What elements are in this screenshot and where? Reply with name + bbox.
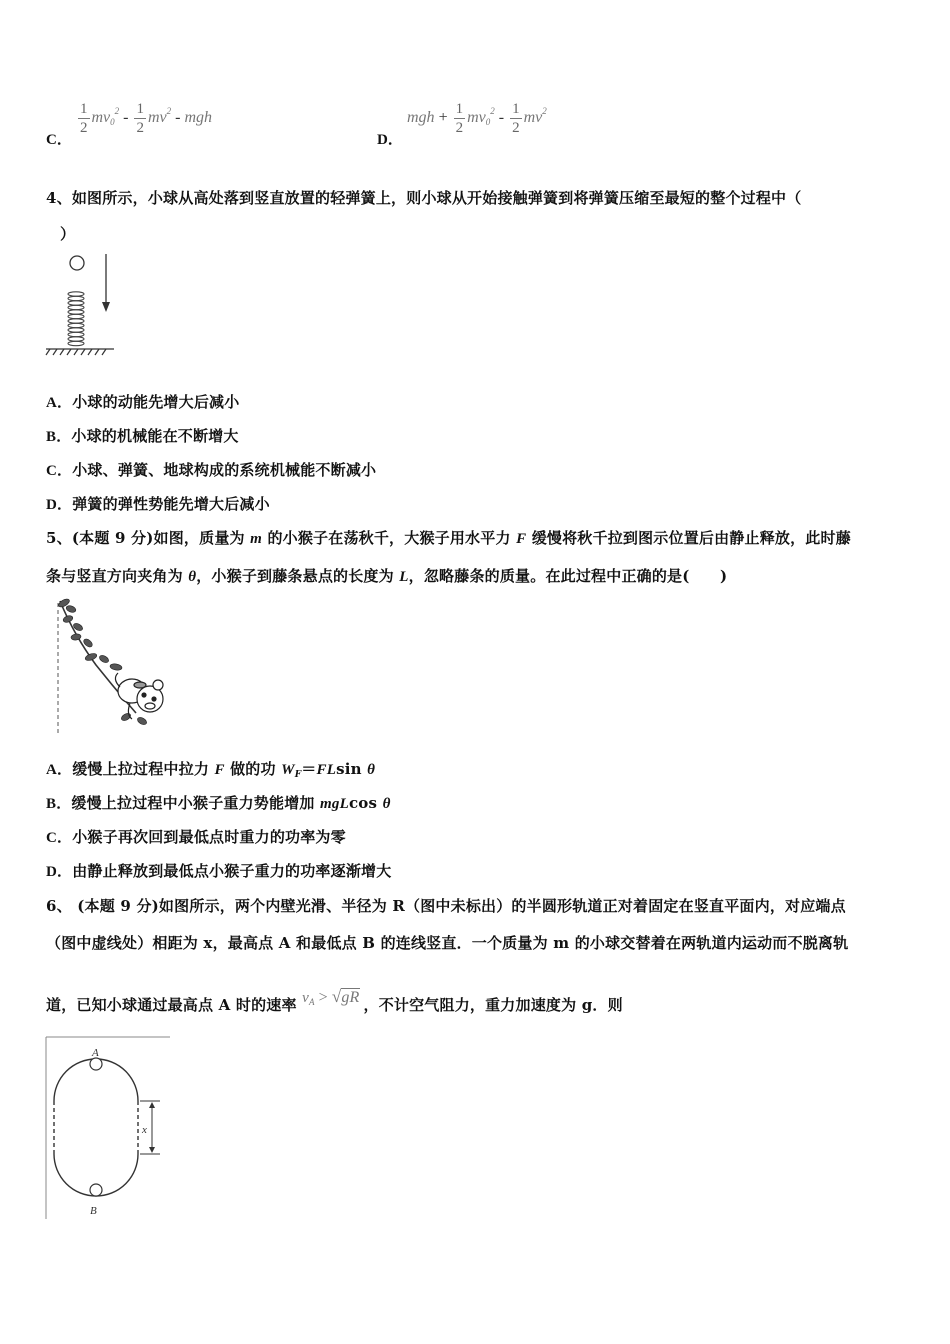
q3-option-c xyxy=(46,100,376,150)
velocity-formula: $v_A > √gR$ xyxy=(302,987,360,1007)
q4-stem-line2: ） xyxy=(60,225,76,243)
spring-icon xyxy=(68,292,84,346)
q4-option-a: A．小球的动能先增大后减小 xyxy=(46,393,240,411)
option-letter: C． xyxy=(46,132,72,148)
q5-option-c: C．小猴子再次回到最低点时重力的功率为零 xyxy=(46,828,346,846)
q5-stem-line2: 条与竖直方向夹角为 θ，小猴子到藤条悬点的长度为 L，忽略藤条的质量。在此过程中正确的是( ) xyxy=(46,567,728,585)
formula-d: mgh + $\frac{1}{2}$ $mv_0^2$ - $\frac{1}{2}$ $mv^2$ xyxy=(407,101,547,136)
leaf-icon xyxy=(57,597,148,726)
label-x: x xyxy=(142,1124,147,1136)
fraction-half: $\frac{1}{2}$ xyxy=(512,101,520,136)
q4-option-d: D．弹簧的弹性势能先增大后减小 xyxy=(46,495,270,513)
option-letter: D． xyxy=(377,132,403,148)
dim-arrow-up-icon xyxy=(149,1102,155,1108)
label-a: A xyxy=(92,1047,99,1059)
formula-c: $\frac{1}{2}$ $mv_0^2$ - $\frac{1}{2}$ $mv^2$ - mgh xyxy=(80,101,213,136)
q5-option-a: A．缓慢上拉过程中拉力 F 做的功 $W_F=FLsin$ θ xyxy=(46,760,376,780)
fraction-half: $\frac{1}{2}$ xyxy=(136,101,144,136)
sqrt-radicand: gR xyxy=(341,989,360,1006)
q4-option-b: B．小球的机械能在不断增大 xyxy=(46,427,239,445)
q3-option-d xyxy=(377,100,707,150)
ground-icon xyxy=(46,349,114,355)
ball-icon xyxy=(70,256,84,270)
q6-stem-line1: 6、 (本题 9 分)如图所示，两个内壁光滑、半径为 R（图中未标出）的半圆形轨道正对着固定在竖直平面内，对应端点 xyxy=(46,897,846,915)
fraction-half: $\frac{1}{2}$ xyxy=(455,101,464,136)
monkey-icon xyxy=(115,673,163,719)
q4-stem-line1: 4、如图所示，小球从高处落到竖直放置的轻弹簧上，则小球从开始接触弹簧到将弹簧压缩至最短的整个过程中（ xyxy=(46,189,802,207)
q6-stem-line2: （图中虚线处）相距为 x，最高点 A 和最低点 B 的连线竖直．一个质量为 m 的小球交替着在两轨道内运动而不脱离轨 xyxy=(46,934,849,952)
q6-stem-line3: 道，已知小球通过最高点 A 时的速率 $v_A > √gR$ ，不计空气阻力，重力加速度为 g．则 xyxy=(46,987,623,1014)
q5-option-b: B．缓慢上拉过程中小猴子重力势能增加 mgLcos θ xyxy=(46,794,391,812)
ball-bottom-icon xyxy=(90,1184,102,1196)
label-b: B xyxy=(90,1205,97,1217)
monkey-swing-figure xyxy=(46,595,176,740)
dim-arrow-down-icon xyxy=(149,1147,155,1153)
q4-option-c: C．小球、弹簧、地球构成的系统机械能不断减小 xyxy=(46,461,377,479)
q5-option-d: D．由静止释放到最低点小猴子重力的功率逐渐增大 xyxy=(46,862,392,880)
arrow-head-icon xyxy=(102,302,110,312)
fraction-half: $\frac{1}{2}$ xyxy=(80,101,88,136)
spring-figure xyxy=(44,252,124,362)
track-figure xyxy=(44,1036,174,1220)
q5-stem-line1: 5、(本题 9 分)如图，质量为 m 的小猴子在荡秋千，大猴子用水平力 F 缓慢将秋千拉到图示位置后由静止释放，此时藤 xyxy=(46,529,851,547)
ball-top-icon xyxy=(90,1058,102,1070)
